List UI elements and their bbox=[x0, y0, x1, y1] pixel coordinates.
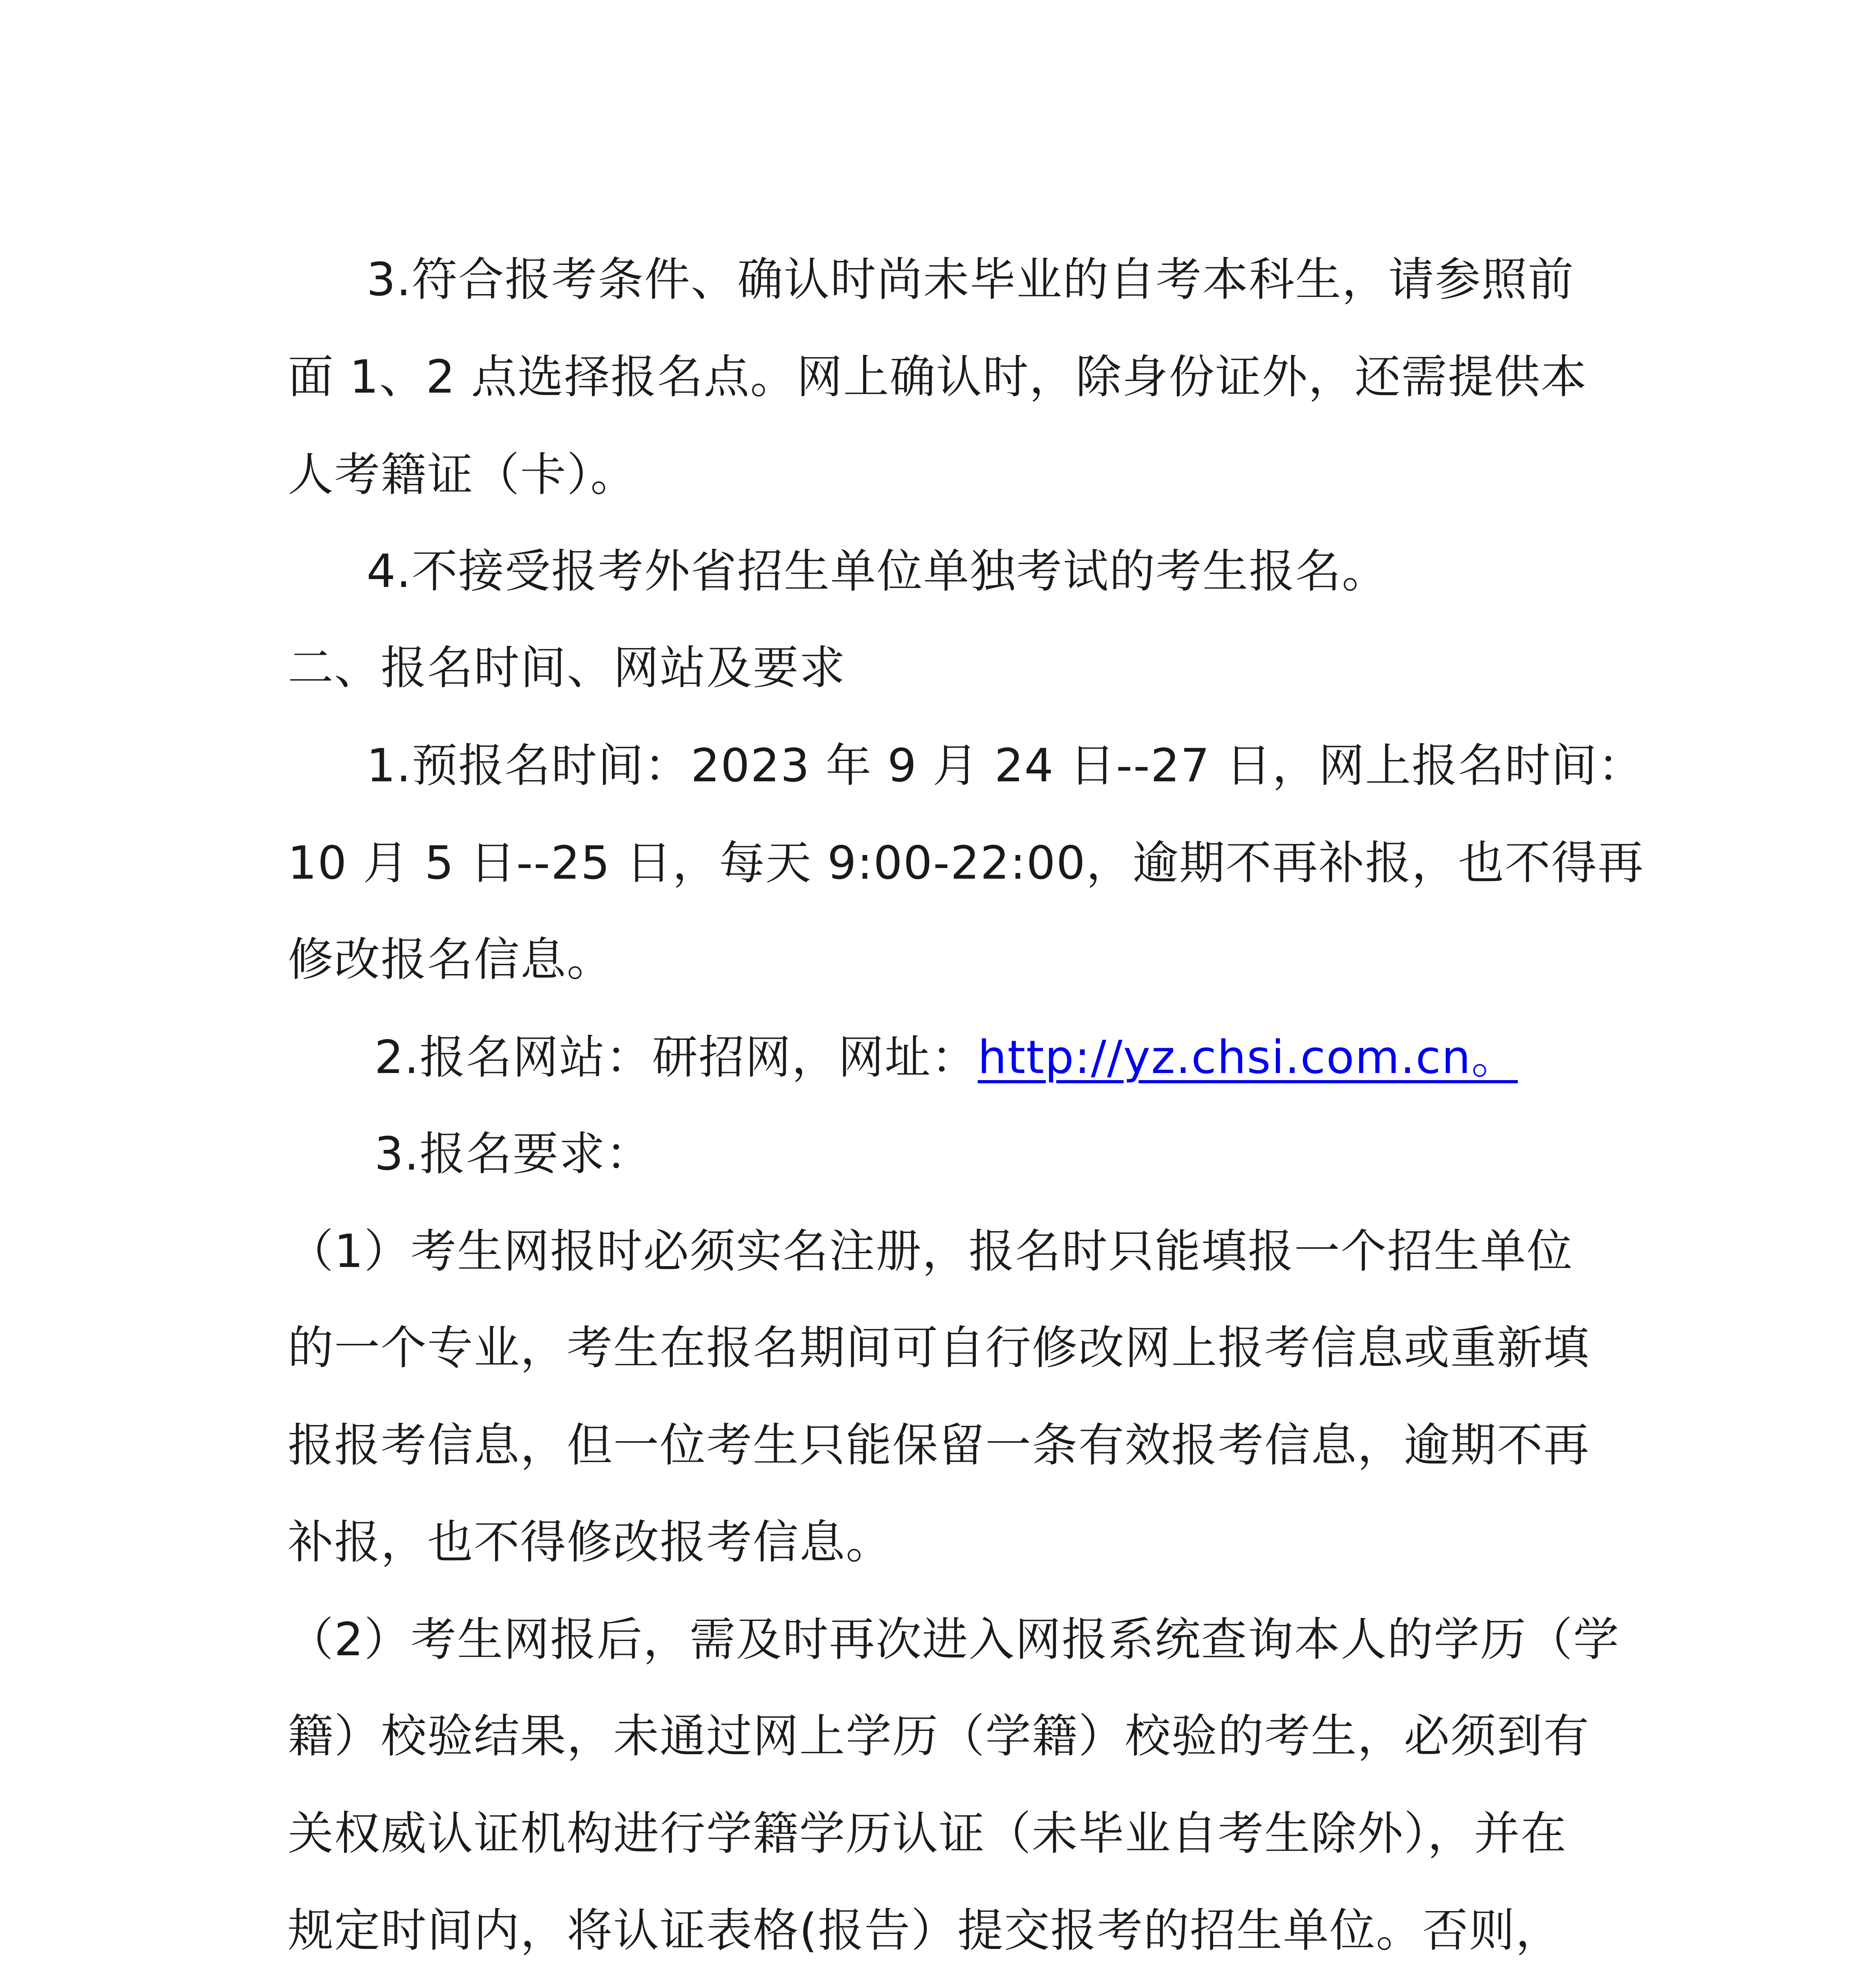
paragraph-3-line-3: 人考籍证（卡）。 bbox=[288, 448, 637, 501]
requirement-2-line-3: 关权威认证机构进行学籍学历认证（未毕业自考生除外），并在 bbox=[288, 1807, 1567, 1860]
website-link[interactable]: http://yz.chsi.com.cn。 bbox=[977, 1031, 1518, 1084]
paragraph-3-line-2: 面 1、2 点选择报名点。网上确认时，除身份证外，还需提供本 bbox=[288, 350, 1588, 404]
requirement-2-line-1: （2）考生网报后，需及时再次进入网报系统查询本人的学历（学 bbox=[288, 1613, 1620, 1666]
website-paragraph bbox=[374, 1020, 1518, 1095]
requirement-2-line-4: 规定时间内，将认证表格(报告）提交报考的招生单位。否则， bbox=[288, 1904, 1562, 1957]
time-paragraph-line-1: 1.预报名时间：2023 年 9 月 24 日--27 日，网上报名时间： bbox=[367, 739, 1644, 792]
time-paragraph-line-3: 修改报名信息。 bbox=[288, 933, 613, 986]
requirement-1-line-3: 报报考信息，但一位考生只能保留一条有效报考信息，逾期不再 bbox=[288, 1419, 1590, 1472]
website-label: 2.报名网站：研招网，网址： bbox=[374, 1031, 978, 1084]
requirement-1-line-1: （1）考生网报时必须实名注册，报名时只能填报一个招生单位 bbox=[288, 1225, 1573, 1278]
paragraph-4: 4.不接受报考外省招生单位单独考试的考生报名。 bbox=[367, 545, 1388, 598]
requirements-heading: 3.报名要求： bbox=[374, 1127, 652, 1181]
time-paragraph-line-2: 10 月 5 日--25 日，每天 9:00-22:00，逾期不再补报，也不得再 bbox=[288, 836, 1644, 890]
paragraph-3-line-1: 3.符合报考条件、确认时尚未毕业的自考本科生，请参照前 bbox=[367, 253, 1574, 306]
section-2-heading: 二、报名时间、网站及要求 bbox=[288, 641, 846, 695]
requirement-1-line-2: 的一个专业，考生在报名期间可自行修改网上报考信息或重新填 bbox=[288, 1321, 1590, 1375]
requirement-1-line-4: 补报，也不得修改报考信息。 bbox=[288, 1516, 892, 1569]
requirement-2-line-2: 籍）校验结果，未通过网上学历（学籍）校验的考生，必须到有 bbox=[288, 1710, 1590, 1763]
